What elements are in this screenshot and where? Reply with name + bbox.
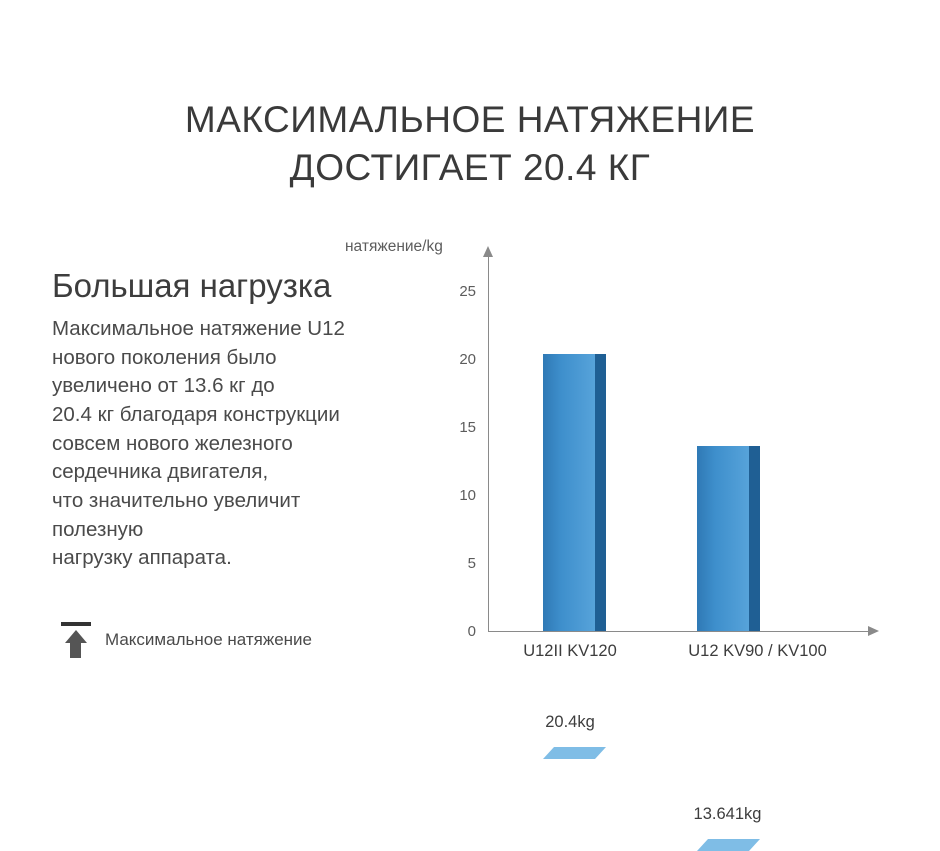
- bar-u12-kv90-kv100-top: [697, 839, 760, 851]
- page-title: [0, 96, 940, 192]
- bar-u12ii-kv120-side: [595, 354, 606, 631]
- y-tick-label: 25: [459, 283, 476, 300]
- description-line: сердечника двигателя,: [52, 460, 269, 484]
- y-axis-arrowhead: [483, 246, 493, 257]
- section-heading: Большая нагрузка: [52, 267, 332, 304]
- bar-u12-kv90-kv100: [697, 446, 749, 631]
- y-axis-title: натяжение/kg: [345, 238, 443, 255]
- x-category-label: U12II KV120: [523, 642, 617, 660]
- y-tick-label: 20: [459, 351, 476, 368]
- bar-value-label: 13.641kg: [693, 805, 762, 823]
- bar-u12-kv90-kv100-side: [749, 446, 760, 631]
- description-line: полезную: [52, 517, 144, 541]
- y-tick-label: 10: [459, 487, 476, 504]
- bar-chart: [340, 238, 900, 823]
- legend-label: Максимальное натяжение: [105, 630, 312, 649]
- y-tick-label: 15: [459, 419, 476, 436]
- x-axis-arrowhead: [868, 626, 879, 636]
- description-line: совсем нового железного: [52, 431, 293, 455]
- x-category-label: U12 KV90 / KV100: [688, 642, 827, 660]
- description-line: увеличено от 13.6 кг до: [52, 374, 275, 398]
- y-tick-label: 0: [467, 623, 476, 640]
- title-line-1: МАКСИМАЛЬНОЕ НАТЯЖЕНИЕ: [184, 99, 756, 140]
- description-line: Максимальное натяжение U12: [52, 316, 345, 340]
- title-line-2: ДОСТИГАЕТ 20.4 КГ: [289, 147, 651, 189]
- description-line: нового поколения было: [52, 345, 277, 369]
- description-line: что значительно увеличит: [52, 489, 301, 513]
- bar-value-label: 20.4kg: [545, 713, 595, 731]
- y-tick-label: 5: [467, 555, 476, 572]
- legend: [55, 618, 312, 662]
- description-line: нагрузку аппарата.: [52, 546, 232, 570]
- bar-u12ii-kv120: [543, 354, 595, 631]
- up-arrow-icon: [55, 618, 97, 662]
- x-axis-line: [488, 631, 870, 632]
- y-axis-line: [488, 256, 489, 631]
- description-line: 20.4 кг благодаря конструкции: [52, 403, 340, 427]
